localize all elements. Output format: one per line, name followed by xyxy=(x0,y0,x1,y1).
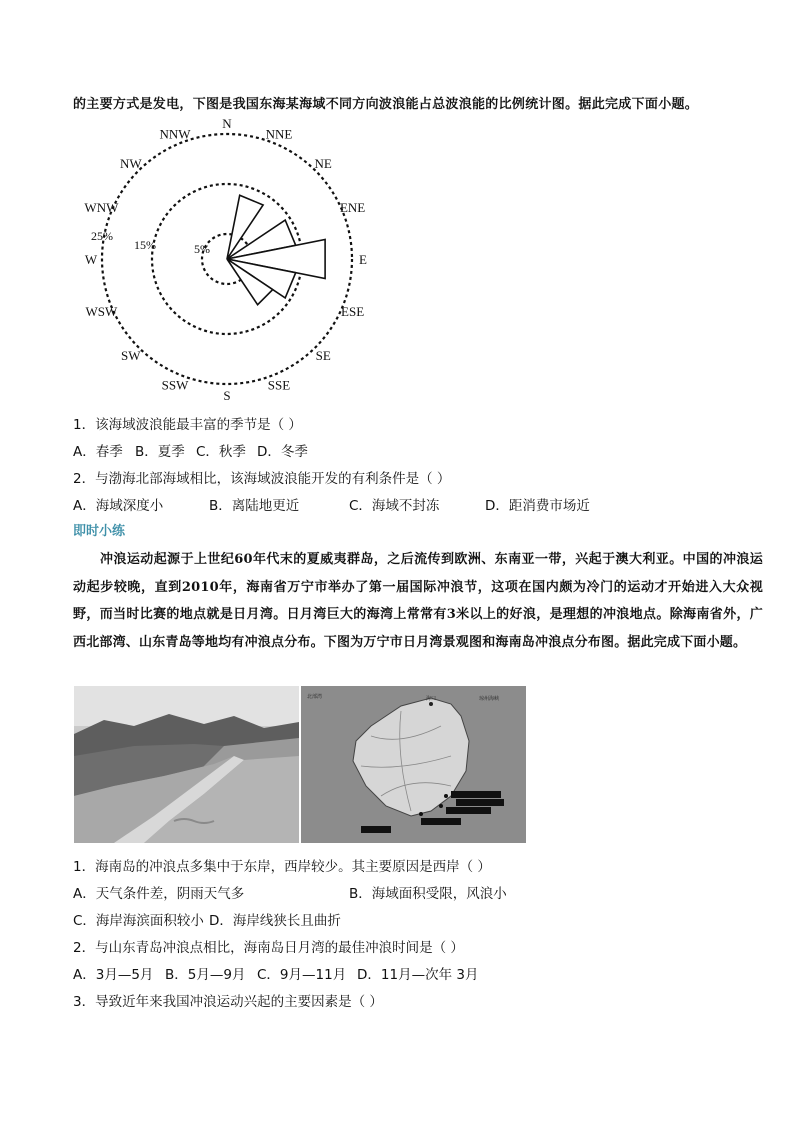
riyue-bay-photo xyxy=(74,686,299,843)
q1-option-c[interactable]: C．秋季 xyxy=(196,444,246,460)
rose-direction-s: S xyxy=(223,388,231,403)
question-4-options xyxy=(73,963,673,983)
q2-option-b[interactable]: B．离陆地更近 xyxy=(209,498,300,514)
rose-ring-label-2: 15% xyxy=(134,238,156,252)
hainan-surf-map xyxy=(301,686,526,843)
rose-direction-w: W xyxy=(84,252,98,267)
question-3-options-row1 xyxy=(73,882,673,902)
q3-option-d[interactable]: D．海岸线狭长且曲折 xyxy=(209,913,341,929)
q3-option-c[interactable]: C．海岸海滨面积较小 xyxy=(73,913,204,929)
question-1-stem: 1．该海域波浪能最丰富的季节是（ ） xyxy=(73,417,302,433)
q2-option-d[interactable]: D．距消费市场近 xyxy=(485,498,590,514)
rose-direction-ne: NE xyxy=(314,155,332,171)
q1-option-d[interactable]: D．冬季 xyxy=(257,444,308,460)
intro-text: 的主要方式是发电，下图是我国东海某海域不同方向波浪能占总波浪能的比例统计图。据此完成下面小题。 xyxy=(73,97,699,112)
rose-direction-e: E xyxy=(359,252,367,267)
q4-option-b[interactable]: B．5月—9月 xyxy=(165,967,246,983)
map-label-beibu-gulf: 北部湾 xyxy=(307,694,323,700)
rose-direction-se: SE xyxy=(315,348,331,364)
rose-ring-label-1: 5% xyxy=(194,242,210,256)
q4-option-d[interactable]: D．11月—次年 3月 xyxy=(357,967,479,983)
wave-energy-rose-chart xyxy=(60,116,390,406)
q3-option-b[interactable]: B．海域面积受限，风浪小 xyxy=(349,886,507,902)
q2-option-c[interactable]: C．海域不封冻 xyxy=(349,498,440,514)
question-3-options-row2 xyxy=(73,909,673,929)
rose-direction-ese: ESE xyxy=(341,304,365,319)
rose-direction-ene: ENE xyxy=(339,200,366,215)
q1-option-b[interactable]: B．夏季 xyxy=(135,444,185,460)
q2-option-a[interactable]: A．海域深度小 xyxy=(73,498,164,514)
rose-direction-ssw: SSW xyxy=(161,377,189,393)
passage-text: 冲浪运动起源于上世纪60年代末的夏威夷群岛，之后流传到欧洲、东南亚一带，兴起于澳大利亚。中国的冲浪运动起步较晚，直到2010年，海南省万宁市举办了第一届国际冲浪节，这项在国内颇为冷门的运动才开始进入大众视野，而当时比赛的地点就是日月湾。日月湾巨大的海湾上常常有3米以上的好浪，是理想的冲浪地点。除海南省外，广西北部湾、山东青岛等地均有冲浪点分布。下图为万宁市日月湾景观图和海南岛冲浪点分布图。据此完成下面小题。 xyxy=(73,552,763,650)
question-1-options xyxy=(73,440,473,460)
question-3-stem: 1．海南岛的冲浪点多集中于东岸，西岸较少。其主要原因是西岸（ ） xyxy=(73,859,491,875)
rose-direction-sse: SSE xyxy=(267,377,291,393)
q1-option-a[interactable]: A．春季 xyxy=(73,444,123,460)
section-title: 即时小练 xyxy=(73,524,126,539)
rose-direction-nne: NNE xyxy=(265,126,293,142)
q4-option-c[interactable]: C．9月—11月 xyxy=(257,967,347,983)
rose-direction-n: N xyxy=(222,116,232,131)
map-label-qiongzhou-strait: 琼州海峡 xyxy=(479,696,500,702)
question-2-options xyxy=(73,494,673,514)
rose-direction-wsw: WSW xyxy=(85,304,118,319)
question-4-stem: 2．与山东青岛冲浪点相比，海南岛日月湾的最佳冲浪时间是（ ） xyxy=(73,940,464,956)
rose-direction-sw: SW xyxy=(121,348,141,364)
rose-direction-nnw: NNW xyxy=(159,126,191,142)
map-label-haikou: 海口 xyxy=(426,696,437,702)
question-5-stem: 3．导致近年来我国冲浪运动兴起的主要因素是（ ） xyxy=(73,994,383,1010)
rose-direction-nw: NW xyxy=(119,155,142,171)
question-2-stem: 2．与渤海北部海域相比，该海域波浪能开发的有利条件是（ ） xyxy=(73,471,451,487)
q4-option-a[interactable]: A．3月—5月 xyxy=(73,967,154,983)
q3-option-a[interactable]: A．天气条件差，阴雨天气多 xyxy=(73,886,245,902)
rose-ring-label-3: 25% xyxy=(91,229,113,243)
rose-direction-wnw: WNW xyxy=(84,200,119,215)
